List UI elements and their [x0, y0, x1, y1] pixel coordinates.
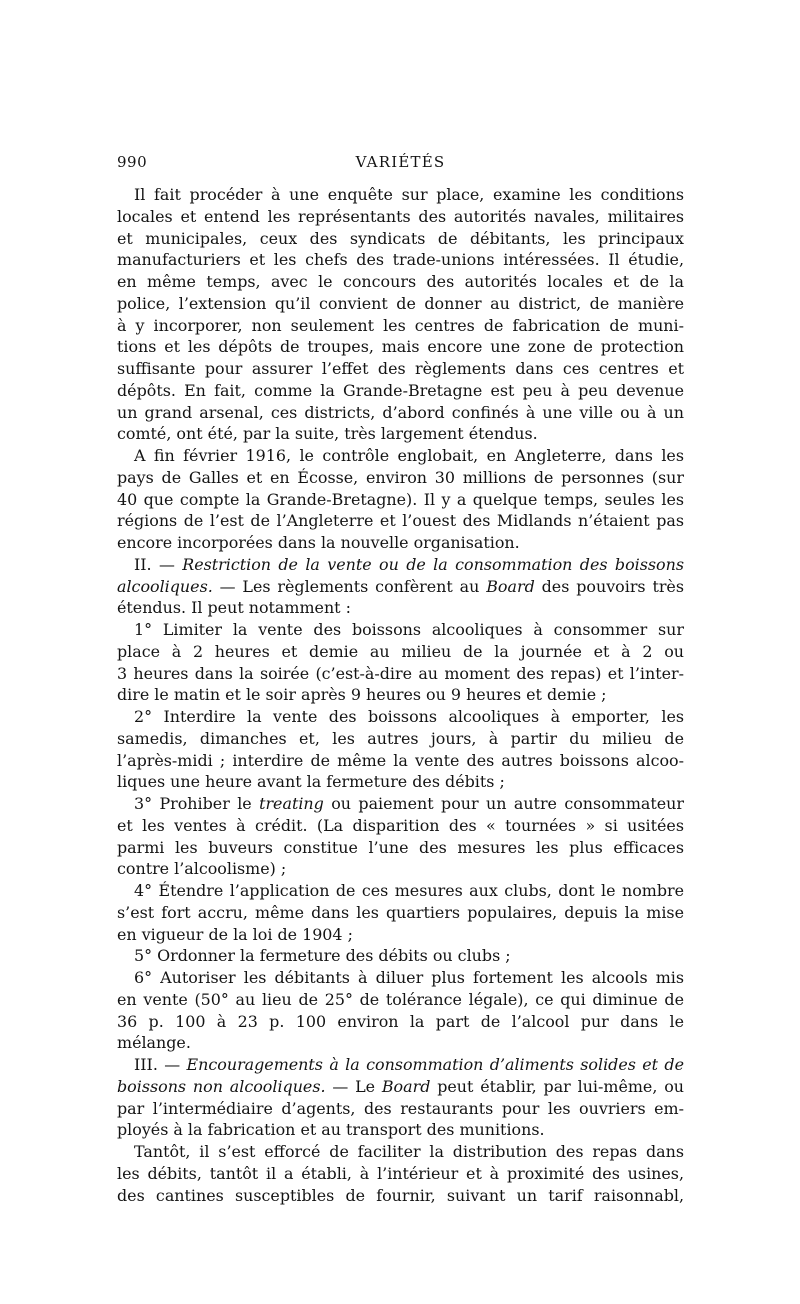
text-line: encore incorporées dans la nouvelle organisation. [117, 533, 520, 552]
text-line: boissons non alcooliques. — Le Board peut établir, par lui-même, ou [117, 1076, 684, 1096]
text-line: en même temps, avec le concours des autorités locales et de la [117, 272, 684, 291]
text-line: police, l’extension qu’il convient de donner au district, de manière [117, 293, 684, 313]
text-line: dépôts. En fait, comme la Grande-Bretagne est peu à peu devenue [117, 380, 684, 400]
text-line: l’après-midi ; interdire de même la vente des autres boissons alcoo- [117, 750, 684, 770]
text-line: pays de Galles et en Écosse, environ 30 millions de personnes (sur [117, 467, 684, 487]
text-line: s’est fort accru, même dans les quartiers populaires, depuis la mise [117, 902, 684, 922]
text-line: liques une heure avant la fermeture des débits ; [117, 772, 505, 792]
text-line: mélange. [117, 1033, 191, 1053]
text-line: régions de l’est de l’Angleterre et l’ouest des Midlands n’étaient pas [117, 511, 684, 531]
text-line: 6° Autoriser les débitants à diluer plus fortement les alcools mis [134, 968, 684, 987]
text-line: un grand arsenal, ces districts, d’abord confinés à une ville ou à un [117, 402, 684, 422]
running-head: VARIÉTÉS [355, 153, 446, 171]
text-line: des cantines susceptibles de fournir, suivant un tarif raisonnabl, [117, 1185, 684, 1205]
text-line: place à 2 heures et demie au milieu de la journée et à 2 ou [117, 641, 684, 661]
text-line: manufacturiers et les chefs des trade-unions intéressées. Il étudie, [117, 250, 684, 270]
text-line: dire le matin et le soir après 9 heures ou 9 heures et demie ; [117, 685, 607, 705]
text-line: II. — Restriction de la vente ou de la consommation des boissons [134, 554, 684, 574]
text-line: 40 que compte la Grande-Bretagne). Il y a quelque temps, seules les [117, 489, 684, 509]
text-line: comté, ont été, par la suite, très largement étendus. [117, 424, 538, 444]
text-line: à y incorporer, non seulement les centres de fabrication de muni- [117, 315, 684, 335]
text-line: contre l’alcoolisme) ; [117, 859, 287, 879]
text-line: alcooliques. — Les règlements confèrent au Board des pouvoirs très [117, 576, 684, 596]
text-line: 3° Prohiber le treating ou paiement pour un autre consommateur [134, 794, 684, 813]
text-line: parmi les buveurs constitue l’une des mesures les plus efficaces [117, 837, 684, 857]
text-line: les débits, tantôt il a établi, à l’intérieur et à proximité des usines, [117, 1163, 684, 1183]
text-line: III. — Encouragements à la consommation d’aliments solides et de [134, 1055, 684, 1074]
text-line: 2° Interdire la vente des boissons alcooliques à emporter, les [134, 707, 684, 726]
text-line: samedis, dimanches et, les autres jours, à partir du milieu de [117, 728, 684, 748]
text-line: A fin février 1916, le contrôle englobait, en Angleterre, dans les [134, 446, 684, 465]
page-number: 990 [117, 153, 148, 171]
text-line: ployés à la fabrication et au transport des munitions. [117, 1120, 545, 1140]
text-line: étendus. Il peut notamment : [117, 598, 351, 618]
page-header [117, 153, 684, 177]
text-line: 36 p. 100 à 23 p. 100 environ la part de l’alcool pur dans le [117, 1011, 684, 1031]
text-line: en vigueur de la loi de 1904 ; [117, 924, 353, 944]
text-line: en vente (50° au lieu de 25° de tolérance légale), ce qui diminue de [117, 989, 684, 1009]
text-line: 5° Ordonner la fermeture des débits ou clubs ; [134, 946, 511, 966]
text-line: 4° Étendre l’application de ces mesures aux clubs, dont le nombre [134, 881, 684, 900]
text-line: par l’intermédiaire d’agents, des restaurants pour les ouvriers em- [117, 1098, 684, 1118]
text-line: suffisante pour assurer l’effet des règlements dans ces centres et [117, 359, 684, 378]
text-line: Tantôt, il s’est efforcé de faciliter la distribution des repas dans [134, 1142, 684, 1161]
text-line: et municipales, ceux des syndicats de débitants, les principaux [117, 228, 684, 248]
text-line: tions et les dépôts de troupes, mais encore une zone de protection [117, 337, 684, 357]
body-text [117, 184, 684, 1206]
text-line: 1° Limiter la vente des boissons alcooliques à consommer sur [134, 620, 684, 639]
text-line: 3 heures dans la soirée (c’est-à-dire au moment des repas) et l’inter- [117, 663, 684, 683]
text-line: Il fait procéder à une enquête sur place, examine les conditions [134, 185, 684, 204]
text-line: et les ventes à crédit. (La disparition des « tournées » si usitées [117, 815, 684, 835]
text-line: locales et entend les représentants des autorités navales, militaires [117, 206, 684, 226]
